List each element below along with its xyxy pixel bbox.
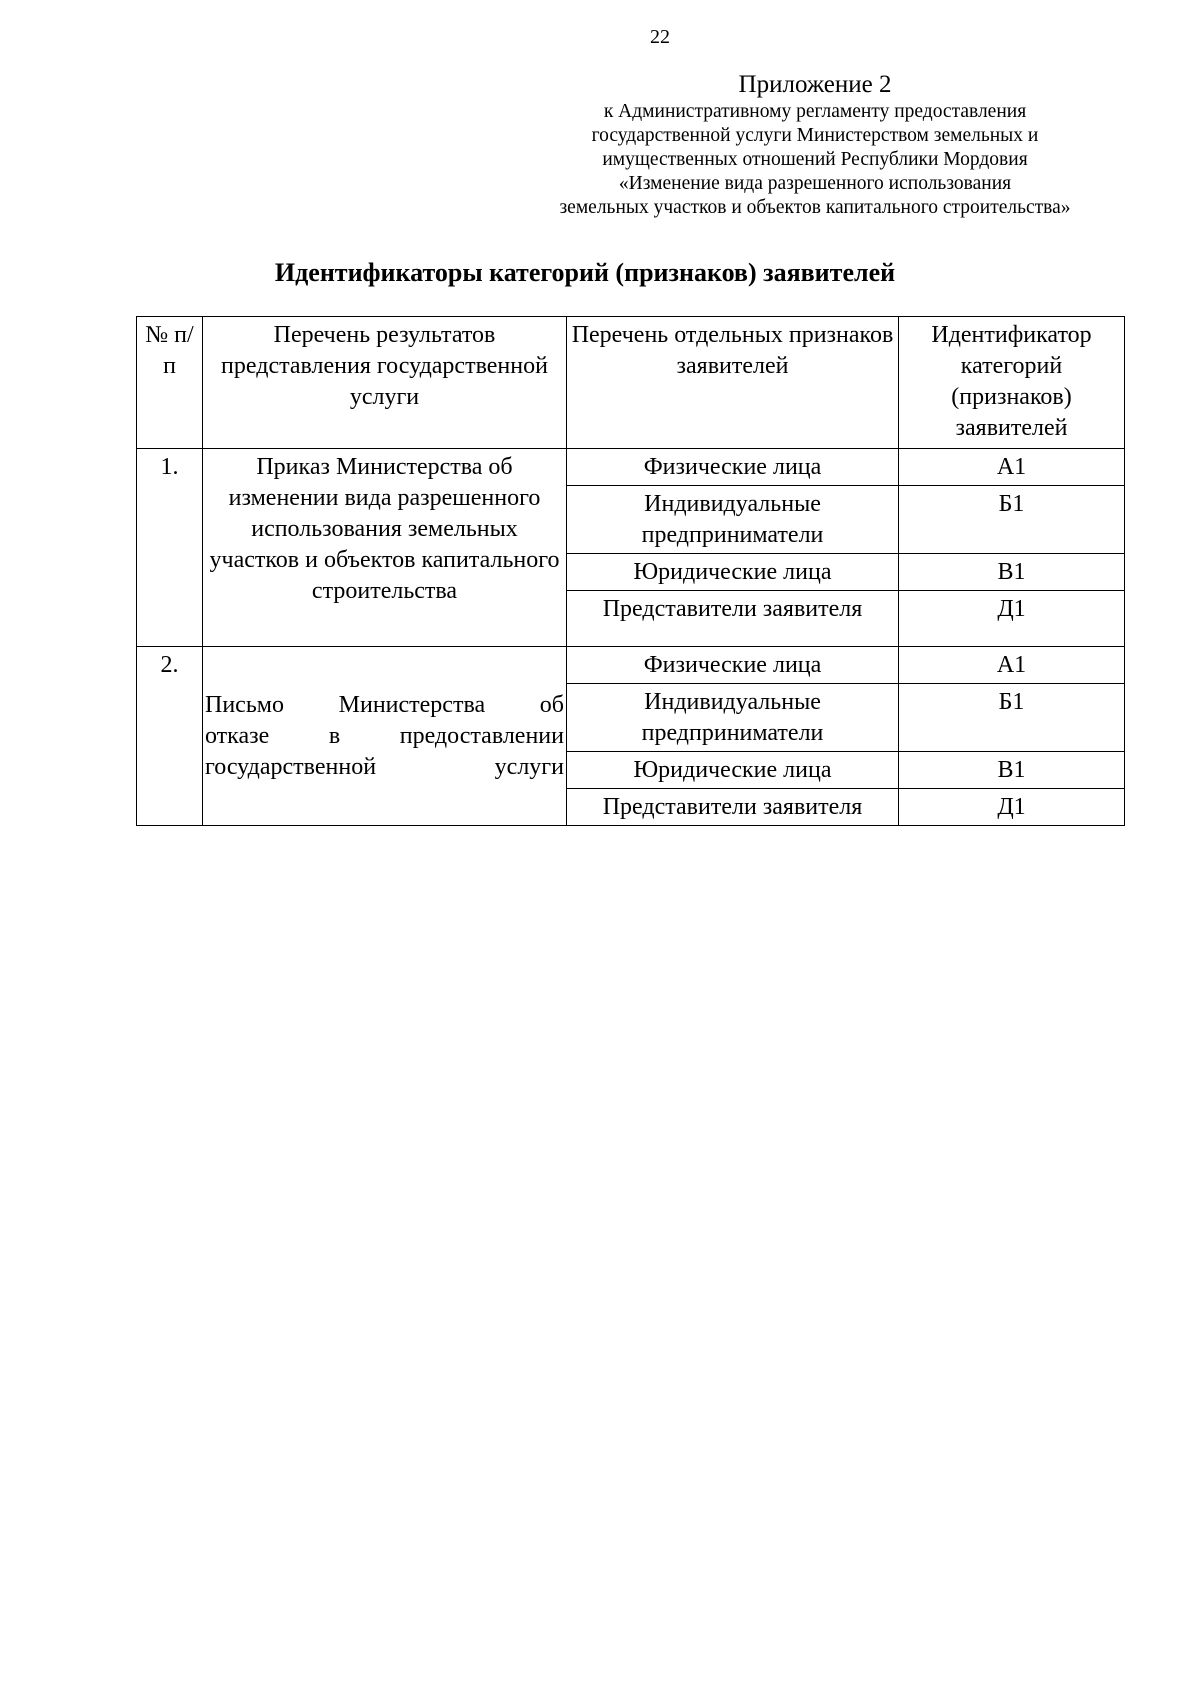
row-result-line: государственной услуги xyxy=(205,753,564,780)
row-result-line: отказе в предоставлении xyxy=(205,722,564,749)
table-header-row xyxy=(137,317,1125,449)
appendix-line: «Изменение вида разрешенного использования xyxy=(618,173,1012,194)
appendix-title: Приложение 2 xyxy=(738,71,892,98)
applicant-id: А1 xyxy=(899,449,1125,486)
applicant-name: Представители заявителя xyxy=(567,789,899,826)
applicant-name: Физические лица xyxy=(567,449,899,486)
header-number: № п/п xyxy=(137,317,203,449)
row-number: 2. xyxy=(137,647,203,826)
applicant-id: В1 xyxy=(899,554,1125,591)
applicant-name: Юридические лица xyxy=(567,554,899,591)
appendix-line: к Административному регламенту предоставления xyxy=(603,101,1027,122)
applicant-name: Представители заявителя xyxy=(567,591,899,647)
table-row xyxy=(137,647,1125,684)
applicant-identifiers-table xyxy=(136,316,1125,826)
applicant-id: Б1 xyxy=(899,684,1125,752)
appendix-line: имущественных отношений Республики Мордовия xyxy=(602,149,1028,170)
row-result: Приказ Министерства об изменении вида разрешенного использования земельных участков и объектов капитального строительства xyxy=(203,449,567,647)
applicant-name: Юридические лица xyxy=(567,752,899,789)
applicant-id: Б1 xyxy=(899,486,1125,554)
row-result-line: Письмо Министерства об xyxy=(205,691,564,718)
header-identifier: Идентификатор категорий (признаков) заявителей xyxy=(899,317,1125,449)
page-number: 22 xyxy=(650,26,670,48)
row-result xyxy=(203,647,567,826)
applicant-name: Индивидуальные предприниматели xyxy=(567,486,899,554)
applicant-id: В1 xyxy=(899,752,1125,789)
document-title: Идентификаторы категорий (признаков) заявителей xyxy=(274,258,896,287)
header-applicant-attributes: Перечень отдельных признаков заявителей xyxy=(567,317,899,449)
header-results: Перечень результатов представления государственной услуги xyxy=(203,317,567,449)
applicant-name: Физические лица xyxy=(567,647,899,684)
table-row xyxy=(137,449,1125,486)
applicant-id: А1 xyxy=(899,647,1125,684)
applicant-id: Д1 xyxy=(899,591,1125,647)
applicant-name: Индивидуальные предприниматели xyxy=(567,684,899,752)
appendix-line: земельных участков и объектов капитального строительства» xyxy=(559,197,1071,218)
applicant-id: Д1 xyxy=(899,789,1125,826)
appendix-block xyxy=(520,70,1110,220)
row-number: 1. xyxy=(137,449,203,647)
appendix-line: государственной услуги Министерством земельных и xyxy=(591,125,1039,146)
